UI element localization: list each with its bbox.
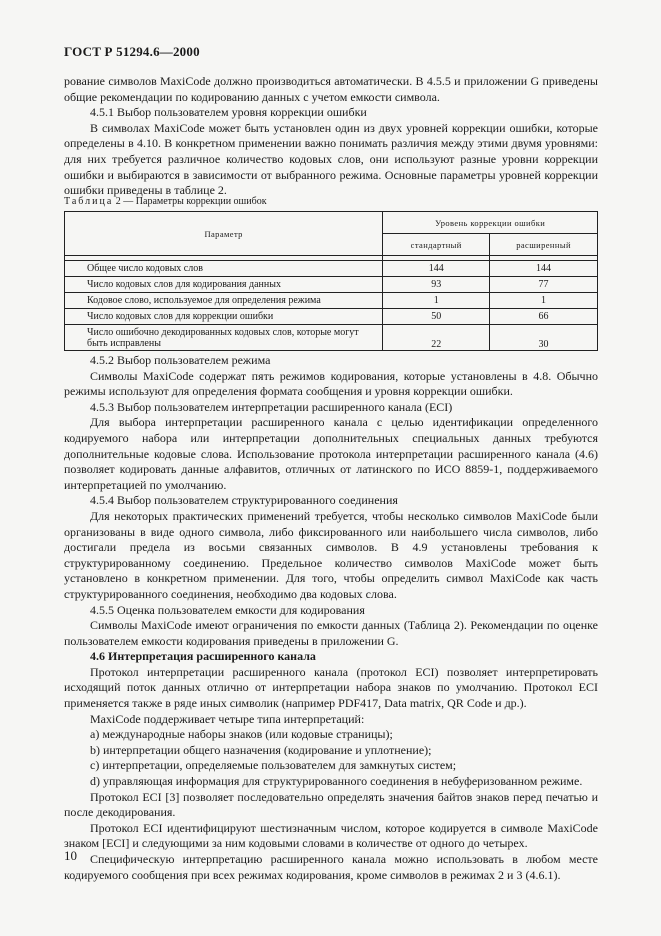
paragraph: Символы MaxiCode содержат пять режимов кодирования, которые установлены в 4.8. Обычно режимы используют для определения формата сообщения и уровня коррекции ошибки.: [64, 368, 598, 399]
list-item: a) международные наборы знаков (или кодовые страницы);: [90, 727, 393, 742]
document-header: ГОСТ Р 51294.6—2000: [64, 44, 200, 59]
table-caption: [64, 196, 267, 208]
table-row: [65, 325, 598, 351]
section-heading-4-5-4: 4.5.4 Выбор пользователем структурированного соединения: [90, 493, 398, 508]
paragraph: Символы MaxiCode имеют ограничения по емкости данных (Таблица 2). Рекомендации по оценке пользователем емкости кодирования приведены в приложении G.: [64, 618, 598, 648]
list-item: d) управляющая информация для структурированного соединения в небуферизованном режиме.: [90, 774, 583, 789]
error-correction-table: [64, 211, 598, 351]
section-heading-4-5-3: 4.5.3 Выбор пользователем интерпретации расширенного канала (ECI): [90, 399, 453, 414]
table-caption-label: Таблица: [64, 196, 114, 207]
paragraph: Протокол интерпретации расширенного канала (протокол ECI) позволяет интерпретировать исходящий поток данных отлично от интерпретации набора знаков по умолчанию. Протокол ECI применяется также в ряде иных символик (например PDF417, Data matrix, QR Code и др.).: [64, 664, 598, 711]
cell-standard: 144: [383, 261, 490, 277]
col-header-param: Параметр: [65, 212, 383, 256]
row-label: Число кодовых слов для кодирования данных: [65, 277, 383, 293]
row-label: Кодовое слово, используемое для определения режима: [65, 293, 383, 309]
section-heading-4-5-1: 4.5.1 Выбор пользователем уровня коррекции ошибки: [90, 105, 367, 120]
paragraph: Специфическую интерпретацию расширенного канала можно использовать в любом месте кодируемого сообщения при всех режимах кодирования, кроме символов в режимах 2 и 3 (4.6.1).: [64, 852, 598, 882]
col-header-extended: расширенный: [490, 234, 598, 256]
col-header-level: Уровень коррекции ошибки: [383, 212, 598, 234]
table-row: [65, 293, 598, 309]
table-caption-text: 2 — Параметры коррекции ошибок: [115, 196, 267, 207]
cell-standard: 50: [383, 309, 490, 325]
section-heading-4-5-2: 4.5.2 Выбор пользователем режима: [90, 353, 271, 367]
page-number: 10: [64, 848, 77, 863]
cell-extended: 144: [490, 261, 598, 277]
paragraph: MaxiCode поддерживает четыре типа интерпретаций:: [90, 711, 365, 726]
cell-extended: 1: [490, 293, 598, 309]
section-heading-4-6: 4.6 Интерпретация расширенного канала: [90, 649, 316, 664]
cell-extended: 30: [490, 325, 598, 351]
bottom-text-block: [64, 353, 598, 883]
table-row: [65, 277, 598, 293]
top-text-block: [64, 74, 598, 199]
paragraph: Для некоторых практических применений требуется, чтобы несколько символов MaxiCode были организованы в виде одного символа, либо фиксированного или наибольшего числа символов, либо достигали предела из восьми связанных символов. В 4.9 установлены требования к структурированному соединению. Предельное количество символов MaxiCode может быть установлено в конкретном применении. Для того, чтобы определить символ MaxiCode как часть структурированного соединения, необходимо два кодовых слова.: [64, 508, 598, 601]
cell-extended: 66: [490, 309, 598, 325]
cell-standard: 22: [383, 325, 490, 351]
paragraph: Для выбора интерпретации расширенного канала с целью идентификации определенного кодируемого набора или интерпретации дополнительных специальных данных требуются дополнительные кодовые слова. Использование протокола интерпретации расширенного канала (4.6) позволяет кодировать данные алфавитов, отличных от латинского по ИСО 8859-1, поддерживаемого интерпретацией по умолчанию.: [64, 415, 598, 492]
paragraph-continuation: рование символов MaxiCode должно производиться автоматически. В 4.5.5 и приложении G приведены общие рекомендации по кодированию данных с учетом емкости символа.: [64, 74, 598, 104]
row-label: Общее число кодовых слов: [65, 261, 383, 277]
cell-standard: 93: [383, 277, 490, 293]
list-item: c) интерпретации, определяемые пользователем для замкнутых систем;: [90, 758, 457, 773]
cell-standard: 1: [383, 293, 490, 309]
paragraph: Протокол ECI идентифицируют шестизначным числом, которое кодируется в символе MaxiCode знаком [ECI] и следующими за ним кодовыми словами в количестве от одного до четырех.: [64, 820, 598, 851]
section-heading-4-5-5: 4.5.5 Оценка пользователем емкости для кодирования: [90, 602, 365, 617]
row-label: Число кодовых слов для коррекции ошибки: [65, 309, 383, 325]
row-label: Число ошибочно декодированных кодовых слов, которые могут быть исправлены: [65, 325, 383, 351]
table-row: [65, 261, 598, 277]
paragraph: Протокол ECI [3] позволяет последовательно определять значения байтов знаков перед печатью и после декодирования.: [64, 789, 598, 820]
list-item: b) интерпретации общего назначения (кодирование и уплотнение);: [90, 742, 432, 757]
table-row: [65, 309, 598, 325]
paragraph-error-levels: В символах MaxiCode может быть установлен один из двух уровней коррекции ошибки, которые определены в 4.10. В конкретном применении важно понимать различия между этими двумя уровнями: для них требуется различное количество кодовых слов, они используют разные уровни коррекции ошибки и выбираются в зависимости от выбранного режима. Основные параметры уровней коррекции ошибки приведены в таблице 2.: [64, 120, 598, 198]
col-header-standard: стандартный: [383, 234, 490, 256]
cell-extended: 77: [490, 277, 598, 293]
table-header-row: [65, 212, 598, 234]
